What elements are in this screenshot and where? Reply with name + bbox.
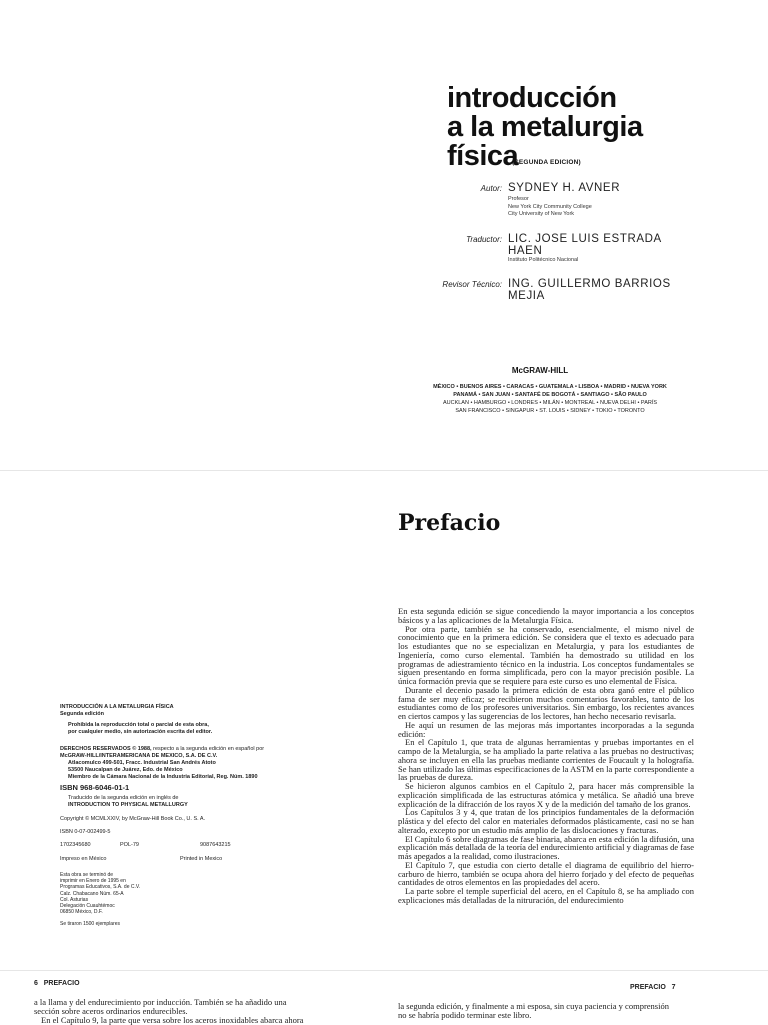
colophon-line: Calz. Chabacano Núm. 65-A (60, 890, 124, 897)
copyright-book-title: INTRODUCCIÓN A LA METALURGIA FÍSICA (60, 704, 174, 710)
printed-in (60, 856, 310, 864)
text-line: a la llama y del endurecimiento por inducción. También se ha añadido una (34, 997, 287, 1007)
folio-left: 6 PREFACIO (34, 980, 80, 987)
text-line: En el Capítulo 9, la parte que versa sobre los aceros inoxidables abarca ahora (41, 1014, 304, 1025)
rights-line-1 (60, 746, 310, 753)
copyright-edition: Segunda edición (60, 711, 105, 717)
reviewer-name (508, 278, 671, 302)
page-seam (0, 470, 768, 471)
translation-note (60, 795, 310, 809)
left-page-continuation (34, 998, 320, 1024)
cities-line: SAN FRANCISCO • SINGAPUR • ST. LOUIS • SIDNEY • TOKIO • TORONTO (455, 408, 645, 414)
edition-label: (SEGUNDA EDICION) (512, 159, 581, 166)
preface-paragraph: En esta segunda edición se sigue concediendo la mayor importancia a los conceptos básicos y a las aplicaciones de la Metalurgia Física. (398, 606, 694, 625)
isbn: ISBN 968-6046-01-1 (60, 783, 130, 792)
text-line: sección sobre aceros ordinarios endurecibles. (34, 1005, 188, 1016)
preface-paragraph: El Capítulo 6 sobre diagramas de fase binaria, abarca en esta edición la difusión, una explicación más detallada de la teoría del endurecimiento artificial y diagramas de fase más apegados a la realidad, como ilustraciones. (398, 833, 694, 861)
publisher-cities (400, 383, 700, 415)
preface-paragraph: He aquí un resumen de las mejoras más importantes incorporadas a la segunda edición: (398, 719, 694, 739)
translation-note-line: Traducido de la segunda edición en inglés de (68, 795, 179, 801)
publisher-name: McGRAW-HILL (511, 366, 569, 375)
colophon-line: Col. Asturias (60, 896, 89, 903)
printed-in-english: Printed in Mexico (180, 856, 223, 862)
original-copyright: Copyright © MCMLXXIV, by McGraw-Hill Book Co., U. S. A. (60, 816, 206, 822)
preface-heading: Prefacio (398, 510, 501, 536)
preface-paragraph: Se hicieron algunos cambios en el Capítulo 2, para hacer más comprensible la explicación simplificada de las estructuras atómica y metálica. Se añadió una breve explicación de la difracción de los rayos X y de la medición del tamaño de los granos. (398, 781, 694, 809)
colophon-line: imprimir en Enero de 1995 en (60, 878, 126, 885)
rights-line-1-rest: respecto a la segunda edición en español por (151, 746, 265, 752)
author-affiliation-line: City University of New York (508, 211, 575, 217)
text-line: la segunda edición, y finalmente a mi esposa, sin cuya paciencia y comprensión (398, 1001, 669, 1011)
page-seam (0, 970, 768, 971)
preface-body (398, 607, 694, 905)
rights-line: McGRAW-HILL/INTERAMERICANA DE MEXICO, S.A. DE C.V. (60, 753, 218, 759)
original-isbn: ISBN 0-07-002499-5 (60, 829, 111, 835)
colophon-line: Delegación Cuauhtémoc (60, 903, 115, 910)
translator-name-line: HAEN (508, 245, 543, 257)
folio-right: PREFACIO 7 (630, 984, 676, 991)
author-affiliation (508, 196, 592, 219)
translator-affiliation: Instituto Politécnico Nacional (508, 257, 579, 263)
prohibition-line: Prohibida la reproducción total o parcial de esta obra, (68, 722, 209, 728)
rights-line: 53500 Naucalpan de Juárez, Edo. de México (68, 767, 183, 773)
author-name: SYDNEY H. AVNER (508, 182, 621, 194)
book-title-line-1: introducción (447, 82, 617, 114)
print-code-a: 1702345680 (60, 842, 91, 848)
cities-line: PANAMÁ • SAN JUAN • SANTAFÉ DE BOGOTÁ • SANTIAGO • SÃO PAULO (453, 392, 647, 398)
book-title-line-2: a la metalurgia (447, 111, 643, 143)
colophon-line: Programas Educativos, S.A. de C.V. (60, 884, 141, 891)
colophon-line: 06850 México, D.F. (60, 909, 103, 916)
translator-name-line: LIC. JOSE LUIS ESTRADA (508, 233, 662, 245)
cities-line: AUCKLAN • HAMBURGO • LONDRES • MILÁN • MONTREAL • NUEVA DELHI • PARÍS (442, 400, 658, 406)
rights-line: Miembro de la Cámara Nacional de la Industria Editorial, Reg. Núm. 1890 (68, 774, 258, 780)
translator-name (508, 233, 662, 257)
preface-paragraph: El Capítulo 7, que estudia con cierto detalle el diagrama de equilibrio del hierro-carburo de hierro, también se ocupa ahora del hierro forjado y del efecto de pequeñas cantidades de otros elementos en las propiedades del acero. (398, 859, 694, 888)
book-title-line-3: física (447, 140, 519, 172)
right-page-continuation (398, 1002, 698, 1020)
author-label: Autor: (480, 184, 502, 193)
print-code-b: POL-79 (120, 842, 139, 848)
author-affiliation-line: New York City Community College (508, 203, 592, 210)
printed-in-spanish: Impreso en México (60, 856, 107, 862)
colophon (60, 872, 310, 915)
preface-paragraph: En el Capítulo 1, que trata de algunas herramientas y pruebas importantes en el campo de la Metalurgia, se ha ampliado la parte relativa a las pruebas no destructivas; ahora se incluyen en ella las pruebas mediante corrientes de Foucault y la holografía. Se han utilizado las últimas especificaciones de la ASTM en la parte correspondiente a las pruebas de dureza. (398, 737, 694, 783)
copyright-block (60, 704, 310, 928)
preface-paragraph: Durante el decenio pasado la primera edición de esta obra ganó entre el público fama de ser muy eficaz; se recibieron muchos comentarios favorables, tanto de los estudiantes como de los profesores universitarios. Sin embargo, los recientes avances en ciertos campos y las sugerencias de los lectores, han hecho necesario revisarla. (398, 684, 694, 721)
cities-line: MÉXICO • BUENOS AIRES • CARACAS • GUATEMALA • LISBOA • MADRID • NUEVA YORK (433, 384, 667, 390)
rights-line: Atlacomulco 499-501, Fracc. Industrial San Andrés Atoto (68, 760, 216, 766)
print-code-c: 9087643215 (200, 842, 231, 848)
translation-note-line: INTRODUCTION TO PHYSICAL METALLURGY (68, 802, 188, 808)
reviewer-name-line: ING. GUILLERMO BARRIOS (508, 278, 671, 290)
prohibition-line: por cualquier medio, sin autorización escrita del editor. (68, 729, 213, 735)
preface-paragraph: La parte sobre el temple superficial del acero, en el Capítulo 8, se ha ampliado con explicaciones más detalladas de la nitruración, del endurecimiento (398, 886, 694, 905)
print-codes (60, 842, 310, 850)
reviewer-label: Revisor Técnico: (442, 280, 502, 289)
reviewer-name-line: MEJIA (508, 290, 545, 302)
prohibition-notice (60, 722, 310, 736)
colophon-line: Esta obra se terminó de (60, 872, 114, 878)
print-run: Se tiraron 1500 ejemplares (60, 921, 121, 928)
translator-label: Traductor: (466, 235, 502, 244)
rights-line-1-bold: DERECHOS RESERVADOS © 1988, (60, 746, 152, 752)
rights-block (60, 746, 310, 781)
text-line: no se habría podido terminar este libro. (398, 1009, 532, 1020)
preface-paragraph: Por otra parte, también se ha conservado, esencialmente, el mismo nivel de conocimiento que en la primera edición. Se considera que el texto es adecuado para los estudiantes que no se especializan en Metalurgia, y para los estudiantes de Ingeniería, como curso elemental. También ha demostrado su utilidad en los programas de adiestramiento técnico en la industria. Los conceptos fundamentales se siguen presentando en forma simplificada, pero con la mayor precisión posible. La única formación previa que se requiere para este curso es uno elemental de Física. (398, 623, 694, 686)
preface-paragraph: Los Capítulos 3 y 4, que tratan de los principios fundamentales de la deformación plástica y del efecto del calor en materiales deformados plásticamente, casi no se han alterado, excepto por un estudio más amplio de las dislocaciones y fracturas. (398, 807, 694, 835)
author-affiliation-line: Profesor (508, 196, 529, 202)
